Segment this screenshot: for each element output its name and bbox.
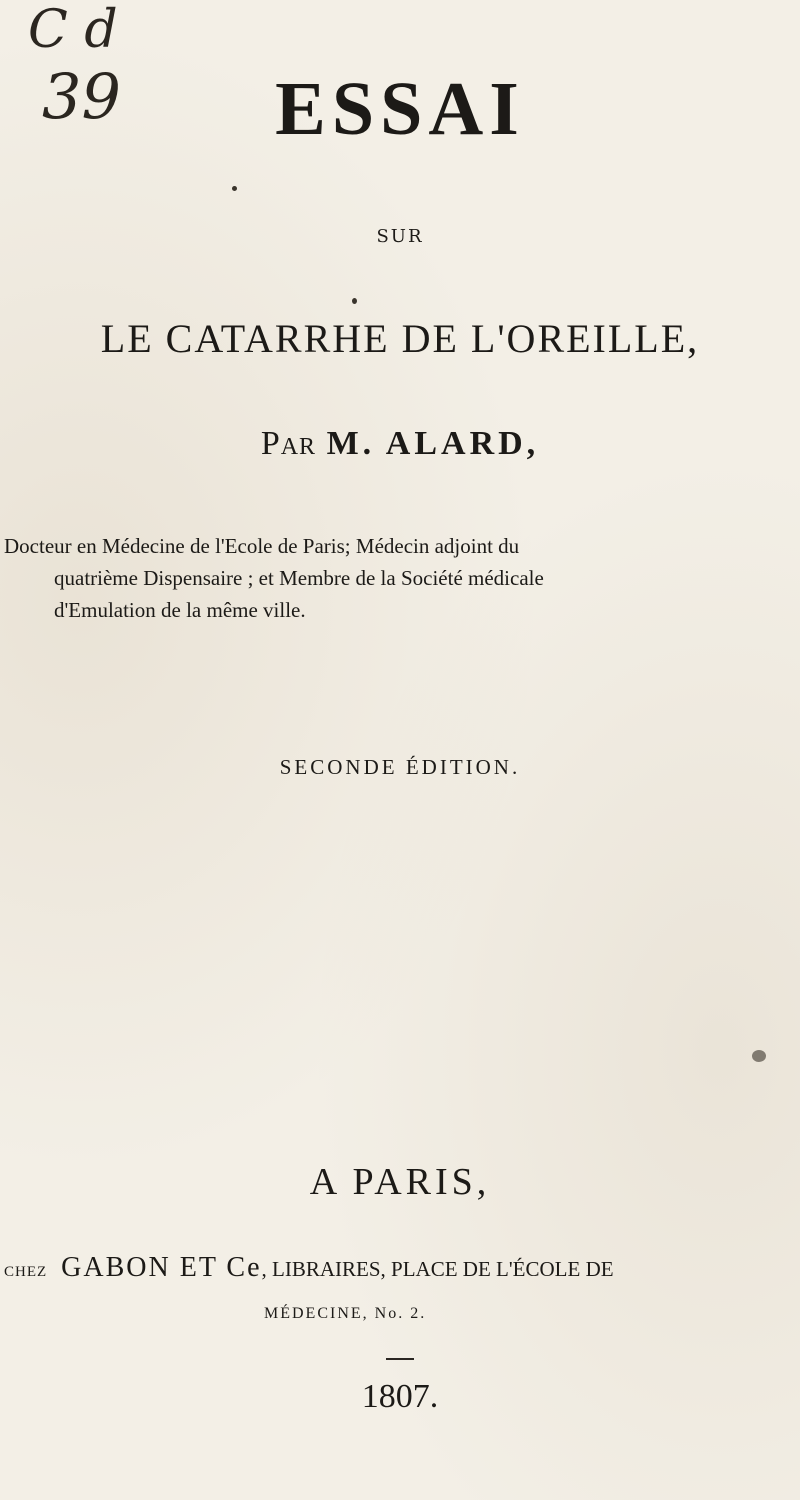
author-name: M. ALARD, [326,425,540,462]
publisher-address: , LIBRAIRES, PLACE DE L'ÉCOLE DE [261,1257,614,1281]
credential-line: Docteur en Médecine de l'Ecole de Paris; Médecin adjoint du [4,534,520,558]
title-connector: SUR [376,226,424,247]
author-byline [0,425,800,463]
publication-city: A PARIS, [309,1161,491,1203]
edition-statement: SECONDE ÉDITION. [279,755,521,779]
imprint-line [4,1247,794,1293]
imprint-line-2: MÉDECINE, No. 2. [264,1305,427,1322]
publisher-prefix: CHEZ [4,1264,48,1280]
publication-year: 1807. [361,1378,439,1415]
credential-line: quatrième Dispensaire ; et Membre de la Société médicale [54,566,544,590]
paper-speck [352,298,357,304]
publisher-name: GABON ET Ce [61,1252,262,1283]
paper-speck [752,1050,766,1062]
divider-rule [386,1358,414,1360]
paper-speck [232,186,237,191]
publisher-imprint [4,1247,794,1335]
book-title: ESSAI [275,67,525,151]
book-subject: LE CATARRHE DE L'OREILLE, [100,316,700,361]
credential-line: d'Emulation de la même ville. [54,598,306,622]
manuscript-annotation: C d [28,0,118,60]
author-credentials [4,530,794,626]
shelf-number-annotation: 39 [42,60,121,133]
byline-prefix: Par [260,425,317,462]
